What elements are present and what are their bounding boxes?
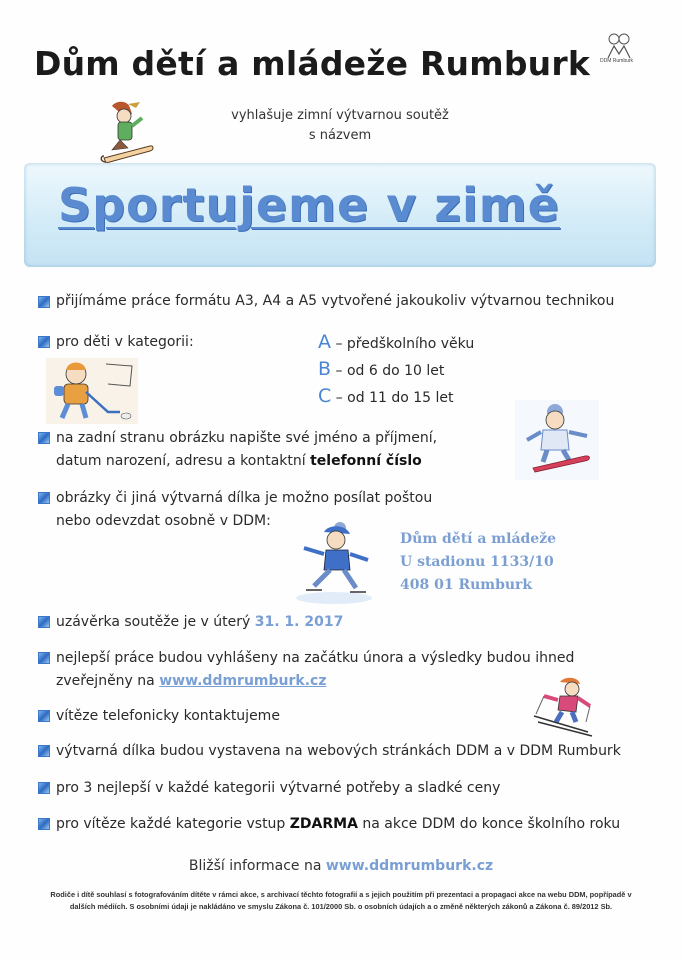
results-text: zveřejněny na (56, 673, 160, 689)
bullet-icon (38, 710, 50, 722)
bullet-icon (38, 782, 50, 794)
category-letter: C (318, 385, 332, 407)
bullet-icon (38, 296, 50, 308)
more-info-link[interactable]: www.ddmrumburk.cz (325, 858, 494, 874)
free-entry-text-2: na akce DDM do konce školního roku (357, 816, 621, 832)
category-text: – předškolního věku (331, 336, 475, 352)
skating-child-illustration (294, 520, 374, 604)
category-text: – od 11 do 15 let (331, 390, 454, 406)
address-line-3: 408 01 Rumburk (400, 577, 533, 593)
category-letter: A (318, 331, 331, 353)
gdpr-disclaimer: Rodiče i dítě souhlasí s fotografováním dítěte v rámci akce, s archivací těchto fotografií a s jejich použitím při prezentaci a propagaci akce na webu DDM, popřípadě v dalších médiích. S osobními údaji je nakládáno ve smyslu Zákona č. 101/2000 Sb. o osobních údajích a o změně některých zákonů a Zákona č. 89/2012 Sb. (50, 890, 632, 911)
intro-line-1: vyhlašuje zimní výtvarnou soutěž (231, 108, 449, 123)
send-line-1: obrázky či jiná výtvarná dílka je možno posílat poštou (56, 490, 433, 506)
skiing-child-illustration (530, 676, 596, 738)
address-line-1: Dům dětí a mládeže (400, 531, 557, 547)
bullet-icon (38, 432, 50, 444)
intro-text (200, 106, 480, 146)
free-entry-line (56, 816, 620, 832)
category-b (318, 358, 444, 380)
bullet-icon (38, 616, 50, 628)
more-info-text: Bližší informace na (188, 858, 326, 874)
back-side-line-1: na zadní stranu obrázku napište své jméno a příjmení, (56, 430, 438, 446)
formats-text: přijímáme práce formátu A3, A4 a A5 vytvořené jakoukoliv výtvarnou technikou (56, 293, 615, 309)
category-text: – od 6 do 10 let (331, 363, 445, 379)
send-line-2: nebo odevzdat osobně v DDM: (56, 513, 271, 529)
exhibition-text: výtvarná dílka budou vystavena na webových stránkách DDM a v DDM Rumburk (56, 743, 621, 759)
results-line-1: nejlepší práce budou vyhlášeny na začátku února a výsledky budou ihned (56, 650, 575, 666)
results-link[interactable]: www.ddmrumburk.cz (159, 673, 327, 689)
contest-title: Sportujeme v zimě (58, 178, 560, 232)
results-line-2 (56, 673, 327, 689)
free-entry-text-1: pro vítěze každé kategorie vstup (56, 816, 290, 832)
bullet-icon (38, 492, 50, 504)
prizes-text: pro 3 nejlepší v každé kategorii výtvarné potřeby a sladké ceny (56, 780, 501, 796)
sledding-child-illustration (98, 100, 156, 170)
intro-line-2: s názvem (308, 128, 372, 143)
category-c (318, 385, 454, 407)
deadline-text: uzávěrka soutěže je v úterý (56, 614, 255, 630)
more-info (0, 858, 682, 874)
bullet-icon (38, 818, 50, 830)
back-side-text: datum narození, adresu a kontaktní (56, 453, 311, 469)
snowboard-child-illustration (515, 400, 599, 480)
bullet-icon (38, 745, 50, 757)
bullet-icon (38, 336, 50, 348)
phone-number-emphasis: telefonní číslo (310, 453, 422, 469)
deadline-line (56, 614, 343, 630)
address-line-2: U stadionu 1133/10 (400, 554, 554, 570)
winners-contact-text: vítěze telefonicky kontaktujeme (56, 708, 280, 724)
organization-title: Dům dětí a mládeže Rumburk (34, 44, 590, 83)
category-a (318, 331, 474, 353)
bullet-icon (38, 652, 50, 664)
logo-caption: DDM Rumburk (600, 58, 634, 64)
category-letter: B (318, 358, 332, 380)
back-side-line-2 (56, 453, 422, 469)
deadline-date: 31. 1. 2017 (254, 614, 344, 630)
categories-label: pro děti v kategorii: (56, 334, 194, 350)
hockey-child-illustration (46, 358, 138, 424)
free-entry-emphasis: ZDARMA (289, 816, 358, 832)
